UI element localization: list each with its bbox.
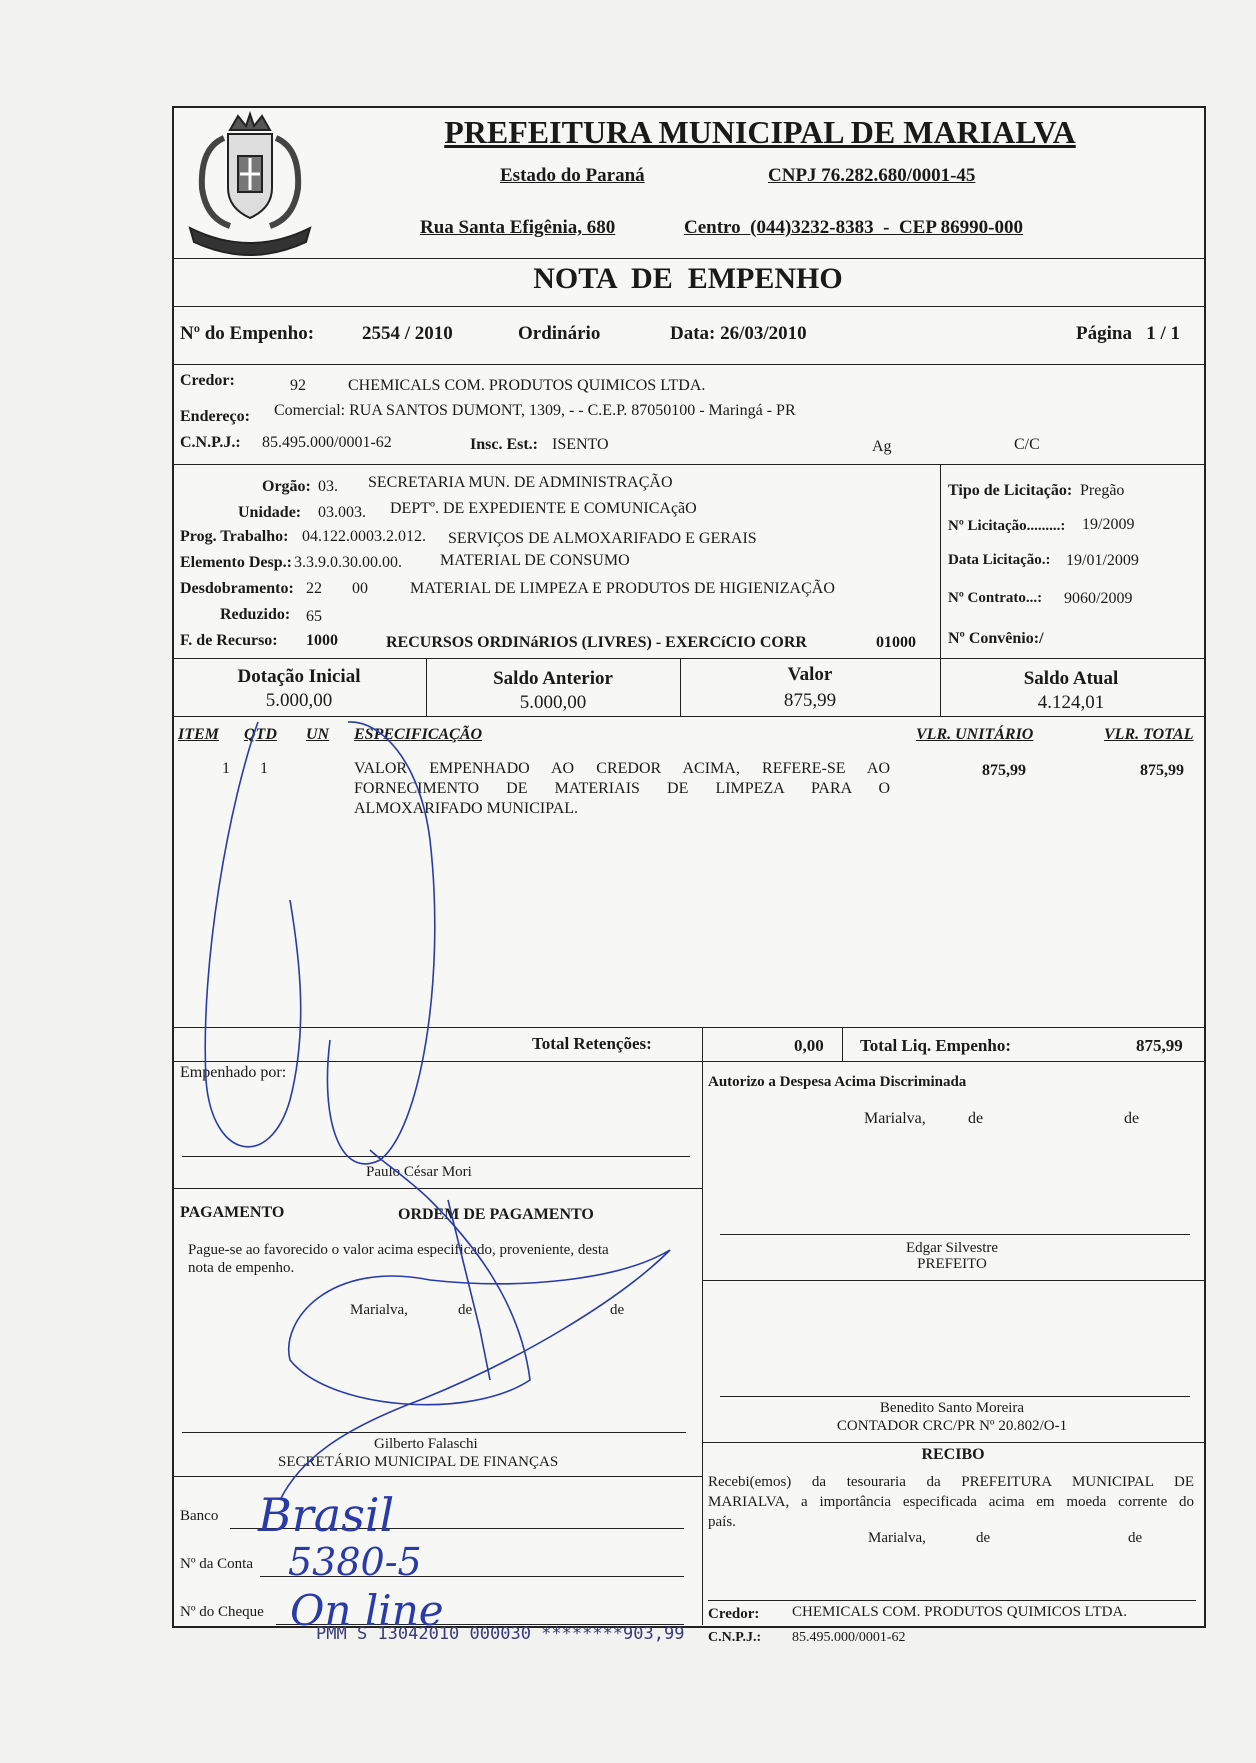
licitacao-tipo: Pregão bbox=[1080, 482, 1125, 499]
orgao-name: SECRETARIA MUN. DE ADMINISTRAÇÃO bbox=[368, 474, 673, 491]
anterior-value: 5.000,00 bbox=[519, 692, 587, 713]
valor-label: Valor bbox=[787, 664, 833, 685]
credor-cc-label: C/C bbox=[1014, 436, 1040, 453]
recurso-name: RECURSOS ORDINáRIOS (LIVRES) - EXERCíCIO CORR bbox=[386, 634, 807, 651]
recibo-cnpj-label: C.N.P.J.: bbox=[708, 1630, 762, 1645]
credor-cnpj-label: C.N.P.J.: bbox=[180, 434, 241, 451]
liquido-value: 875,99 bbox=[1136, 1036, 1183, 1055]
contrato-label: Nº Contrato...: bbox=[948, 590, 1043, 606]
desdob-code: 22 bbox=[306, 580, 322, 597]
credor-address: Comercial: RUA SANTOS DUMONT, 1309, - - C.E.P. 87050100 - Maringá - PR bbox=[274, 402, 796, 419]
payment-stamp: PMM S 13042010 000030 ********903,99 bbox=[316, 1624, 685, 1644]
retencoes-value: 0,00 bbox=[794, 1036, 824, 1055]
header-cnpj: CNPJ 76.282.680/0001-45 bbox=[768, 165, 976, 186]
pagamento-city: Marialva, bbox=[350, 1302, 408, 1318]
header-address-rest: Centro (044)3232-8383 - CEP 86990-000 bbox=[684, 217, 1023, 238]
recibo-title: RECIBO bbox=[921, 1446, 985, 1463]
credor-cnpj: 85.495.000/0001-62 bbox=[262, 434, 392, 451]
orgao-label: Orgão: bbox=[262, 478, 311, 495]
col-vlr-total: VLR. TOTAL bbox=[1104, 726, 1194, 743]
desdob-name: MATERIAL DE LIMPEZA E PRODUTOS DE HIGIENIZAÇÃO bbox=[410, 580, 835, 597]
recurso-label: F. de Recurso: bbox=[180, 632, 278, 649]
pagamento-text2: nota de empenho. bbox=[188, 1260, 295, 1276]
banco-handwriting: Brasil bbox=[258, 1488, 395, 1542]
licitacao-num: 19/2009 bbox=[1082, 516, 1135, 533]
credor-insc-label: Insc. Est.: bbox=[470, 436, 539, 453]
elemento-label: Elemento Desp.: bbox=[180, 554, 292, 571]
recibo-credor: CHEMICALS COM. PRODUTOS QUIMICOS LTDA. bbox=[792, 1604, 1128, 1620]
col-qtd: QTD bbox=[244, 726, 277, 743]
prog-label: Prog. Trabalho: bbox=[180, 528, 289, 545]
item-desc-line3: ALMOXARIFADO MUNICIPAL. bbox=[354, 800, 579, 817]
recibo-cnpj: 85.495.000/0001-62 bbox=[792, 1630, 906, 1645]
item-number: 1 bbox=[222, 760, 230, 777]
unidade-code: 03.003. bbox=[318, 504, 366, 521]
credor-label: Credor: bbox=[180, 372, 235, 389]
convenio-label: Nº Convênio:/ bbox=[948, 630, 1044, 647]
recibo-text3: país. bbox=[708, 1514, 736, 1530]
autorizo-label: Autorizo a Despesa Acima Discriminada bbox=[708, 1074, 967, 1090]
doc-title: NOTA DE EMPENHO bbox=[533, 262, 843, 295]
pagamento-label: PAGAMENTO bbox=[180, 1204, 285, 1221]
orgao-code: 03. bbox=[318, 478, 338, 495]
item-desc-line2: FORNECIMENTO DE MATERIAIS DE LIMPEZA PARA O bbox=[354, 780, 890, 797]
atual-label: Saldo Atual bbox=[1023, 668, 1119, 689]
recurso-num: 01000 bbox=[876, 634, 916, 651]
ordem-label: ORDEM DE PAGAMENTO bbox=[398, 1206, 594, 1223]
cheque-label: Nº do Cheque bbox=[180, 1604, 264, 1620]
item-total: 875,99 bbox=[1140, 762, 1184, 779]
credor-address-label: Endereço: bbox=[180, 408, 250, 425]
empenho-label: Nº do Empenho: bbox=[180, 323, 315, 344]
licitacao-data: 19/01/2009 bbox=[1066, 552, 1139, 569]
pagamento-text1: Pague-se ao favorecido o valor acima especificado, proveniente, desta bbox=[188, 1242, 609, 1258]
empenho-page: Página 1 / 1 bbox=[1076, 323, 1180, 344]
header-title: PREFEITURA MUNICIPAL DE MARIALVA bbox=[444, 114, 1076, 150]
desdob-label: Desdobramento: bbox=[180, 580, 294, 597]
item-unit: 875,99 bbox=[982, 762, 1026, 779]
elemento-code: 3.3.9.0.30.00.00. bbox=[294, 554, 402, 571]
credor-insc: ISENTO bbox=[552, 436, 609, 453]
secretario-role: SECRETÁRIO MUNICIPAL DE FINANÇAS bbox=[278, 1454, 559, 1470]
recurso-code: 1000 bbox=[306, 632, 338, 649]
recibo-text1: Recebi(emos) da tesouraria da PREFEITURA MUNICIPAL DE bbox=[708, 1474, 1194, 1490]
dotacao-value: 5.000,00 bbox=[265, 690, 333, 711]
reduzido-value: 65 bbox=[306, 608, 322, 625]
col-un: UN bbox=[306, 726, 330, 743]
conta-label: Nº da Conta bbox=[180, 1556, 253, 1572]
recibo-de2: de bbox=[1128, 1530, 1143, 1546]
col-item: ITEM bbox=[178, 726, 219, 743]
cheque-handwriting: On line bbox=[290, 1586, 444, 1635]
prefeito-role: PREFEITO bbox=[917, 1256, 987, 1272]
empenho-type: Ordinário bbox=[518, 323, 601, 344]
recibo-text2: MARIALVA, a importância especificada acima em moeda corrente do bbox=[708, 1494, 1194, 1510]
licitacao-tipo-label: Tipo de Licitação: bbox=[948, 482, 1073, 499]
contador-role: CONTADOR CRC/PR Nº 20.802/O-1 bbox=[836, 1418, 1068, 1434]
autorizo-de2: de bbox=[1124, 1110, 1140, 1127]
unidade-label: Unidade: bbox=[238, 504, 302, 521]
contador-name: Benedito Santo Moreira bbox=[879, 1400, 1025, 1416]
item-qtd: 1 bbox=[260, 760, 268, 777]
credor-code: 92 bbox=[290, 377, 306, 394]
col-vlr-unitario: VLR. UNITÁRIO bbox=[916, 726, 1034, 743]
header-state: Estado do Paraná bbox=[500, 165, 645, 186]
item-desc-line1: VALOR EMPENHADO AO CREDOR ACIMA, REFERE-SE AO bbox=[354, 760, 890, 777]
liquido-label: Total Liq. Empenho: bbox=[860, 1036, 1011, 1055]
unidade-name: DEPTº. DE EXPEDIENTE E COMUNICAçãO bbox=[390, 500, 697, 517]
anterior-label: Saldo Anterior bbox=[493, 668, 613, 689]
desdob-sub: 00 bbox=[352, 580, 368, 597]
header-address: Rua Santa Efigênia, 680 bbox=[420, 217, 616, 238]
col-especificacao: ESPECIFICAÇÃO bbox=[354, 726, 483, 743]
valor-value: 875,99 bbox=[783, 690, 837, 711]
dotacao-label: Dotação Inicial bbox=[237, 666, 361, 687]
empenho-number: 2554 / 2010 bbox=[362, 323, 453, 344]
pagamento-de1: de bbox=[458, 1302, 473, 1318]
elemento-name: MATERIAL DE CONSUMO bbox=[440, 552, 630, 569]
recibo-city: Marialva, bbox=[868, 1530, 926, 1546]
banco-label: Banco bbox=[180, 1508, 219, 1524]
retencoes-label: Total Retenções: bbox=[532, 1034, 652, 1053]
recibo-credor-label: Credor: bbox=[708, 1606, 760, 1622]
autorizo-de1: de bbox=[968, 1110, 984, 1127]
pagamento-de2: de bbox=[610, 1302, 625, 1318]
autorizo-city: Marialva, bbox=[864, 1110, 926, 1127]
credor-ag-label: Ag bbox=[872, 438, 892, 455]
credor-name: CHEMICALS COM. PRODUTOS QUIMICOS LTDA. bbox=[348, 377, 706, 394]
prog-name: SERVIÇOS DE ALMOXARIFADO E GERAIS bbox=[448, 530, 757, 547]
licitacao-num-label: Nº Licitação.........: bbox=[948, 518, 1066, 534]
contrato: 9060/2009 bbox=[1064, 590, 1133, 607]
recibo-de1: de bbox=[976, 1530, 991, 1546]
prefeito-name: Edgar Silvestre bbox=[905, 1240, 999, 1256]
empenhado-label: Empenhado por: bbox=[180, 1064, 287, 1081]
prog-code: 04.122.0003.2.012. bbox=[302, 528, 426, 545]
empenhado-name: Paulo César Mori bbox=[366, 1164, 472, 1180]
conta-handwriting: 5380-5 bbox=[288, 1540, 422, 1584]
atual-value: 4.124,01 bbox=[1037, 692, 1105, 713]
empenho-date: Data: 26/03/2010 bbox=[670, 323, 807, 344]
secretario-name: Gilberto Falaschi bbox=[374, 1436, 478, 1452]
licitacao-data-label: Data Licitação.: bbox=[948, 552, 1051, 568]
reduzido-label: Reduzido: bbox=[220, 606, 291, 623]
